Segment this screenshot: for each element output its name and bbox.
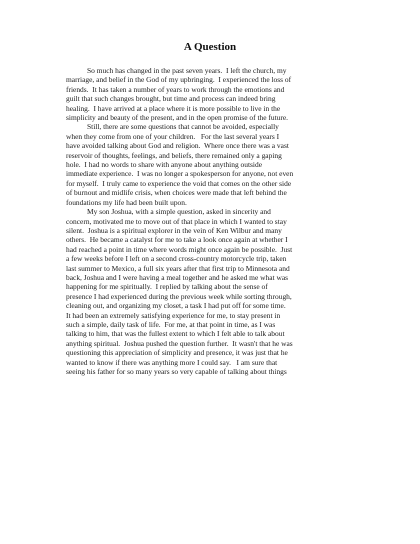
paragraph	[66, 207, 360, 376]
text-line: back, Joshua and I were having a meal together and he asked me what was	[66, 272, 289, 282]
text-line: My son Joshua, with a simple question, asked in sincerity and	[87, 207, 271, 217]
text-line: Still, there are some questions that cannot be avoided, especially	[87, 122, 279, 132]
document-body	[66, 66, 360, 376]
text-line: a few weeks before I left on a second cross-country motorcycle trip, taken	[66, 254, 287, 264]
text-line: cleaning out, and organizing my closet, a task I had put off for some time.	[66, 301, 286, 311]
text-line: when they come from one of your children. For the last several years I	[66, 131, 280, 141]
text-line: had reached a point in time where words might once again be possible. Just	[66, 244, 293, 254]
text-line: concern, motivated me to move out of that place in which I wanted to stay	[66, 216, 287, 226]
text-line: simplicity and beauty of the present, and in the open promise of the future.	[66, 113, 289, 123]
text-line: friends. It has taken a number of years to work through the emotions and	[66, 84, 285, 94]
text-line: anything spiritual. Joshua pushed the question further. It wasn't that he was	[66, 338, 293, 348]
text-line: of burnout and midlife crisis, when choices were made that left behind the	[66, 188, 287, 198]
text-line: for myself. I truly came to experience the void that comes on the other side	[66, 178, 292, 188]
paragraph	[66, 122, 360, 207]
text-line: healing. I have arrived at a place where it is more possible to live in the	[66, 103, 281, 113]
text-line: foundations my life had been built upon.	[66, 197, 187, 207]
text-line: presence I had experienced during the previous week while sorting through,	[66, 291, 292, 301]
text-line: last summer to Mexico, a full six years after that first trip to Minnesota and	[66, 263, 290, 273]
paragraph	[66, 66, 360, 122]
text-line: guilt that such changes brought, but time and process can indeed bring	[66, 94, 276, 104]
text-line: seeing his father for so many years so very capable of talking about things	[66, 367, 287, 376]
text-line: immediate experience. I was no longer a spokesperson for anyone, not even	[66, 169, 294, 179]
text-line: It had been an extremely satisfying experience for me, to stay present in	[66, 310, 281, 320]
text-line: reservoir of thoughts, feelings, and beliefs, there remained only a gaping	[66, 150, 282, 160]
text-line: have avoided talking about God and religion. Where once there was a vast	[66, 141, 289, 151]
text-line: happening for me spiritually. I replied by talking about the sense of	[66, 282, 268, 292]
text-line: others. He became a catalyst for me to take a look once again at whether I	[66, 235, 288, 245]
page-title: A Question	[183, 41, 237, 53]
text-line: marriage, and belief in the God of my upbringing. I experienced the loss of	[66, 75, 292, 85]
text-line: questioning this appreciation of simplicity and presence, it was just that he	[66, 348, 288, 358]
text-line: So much has changed in the past seven years. I left the church, my	[87, 66, 287, 75]
text-line: talking to him, that was the fullest extent to which I felt able to talk about	[66, 329, 285, 339]
text-line: such a simple, daily task of life. For me, at that point in time, as I was	[66, 319, 276, 329]
text-line: hole. I had no words to share with anyone about anything outside	[66, 160, 263, 170]
text-line: silent. Joshua is a spiritual explorer in the vein of Ken Wilbur and many	[66, 225, 282, 235]
text-line: wanted to know if there was anything more I could say. I am sure that	[66, 357, 278, 367]
